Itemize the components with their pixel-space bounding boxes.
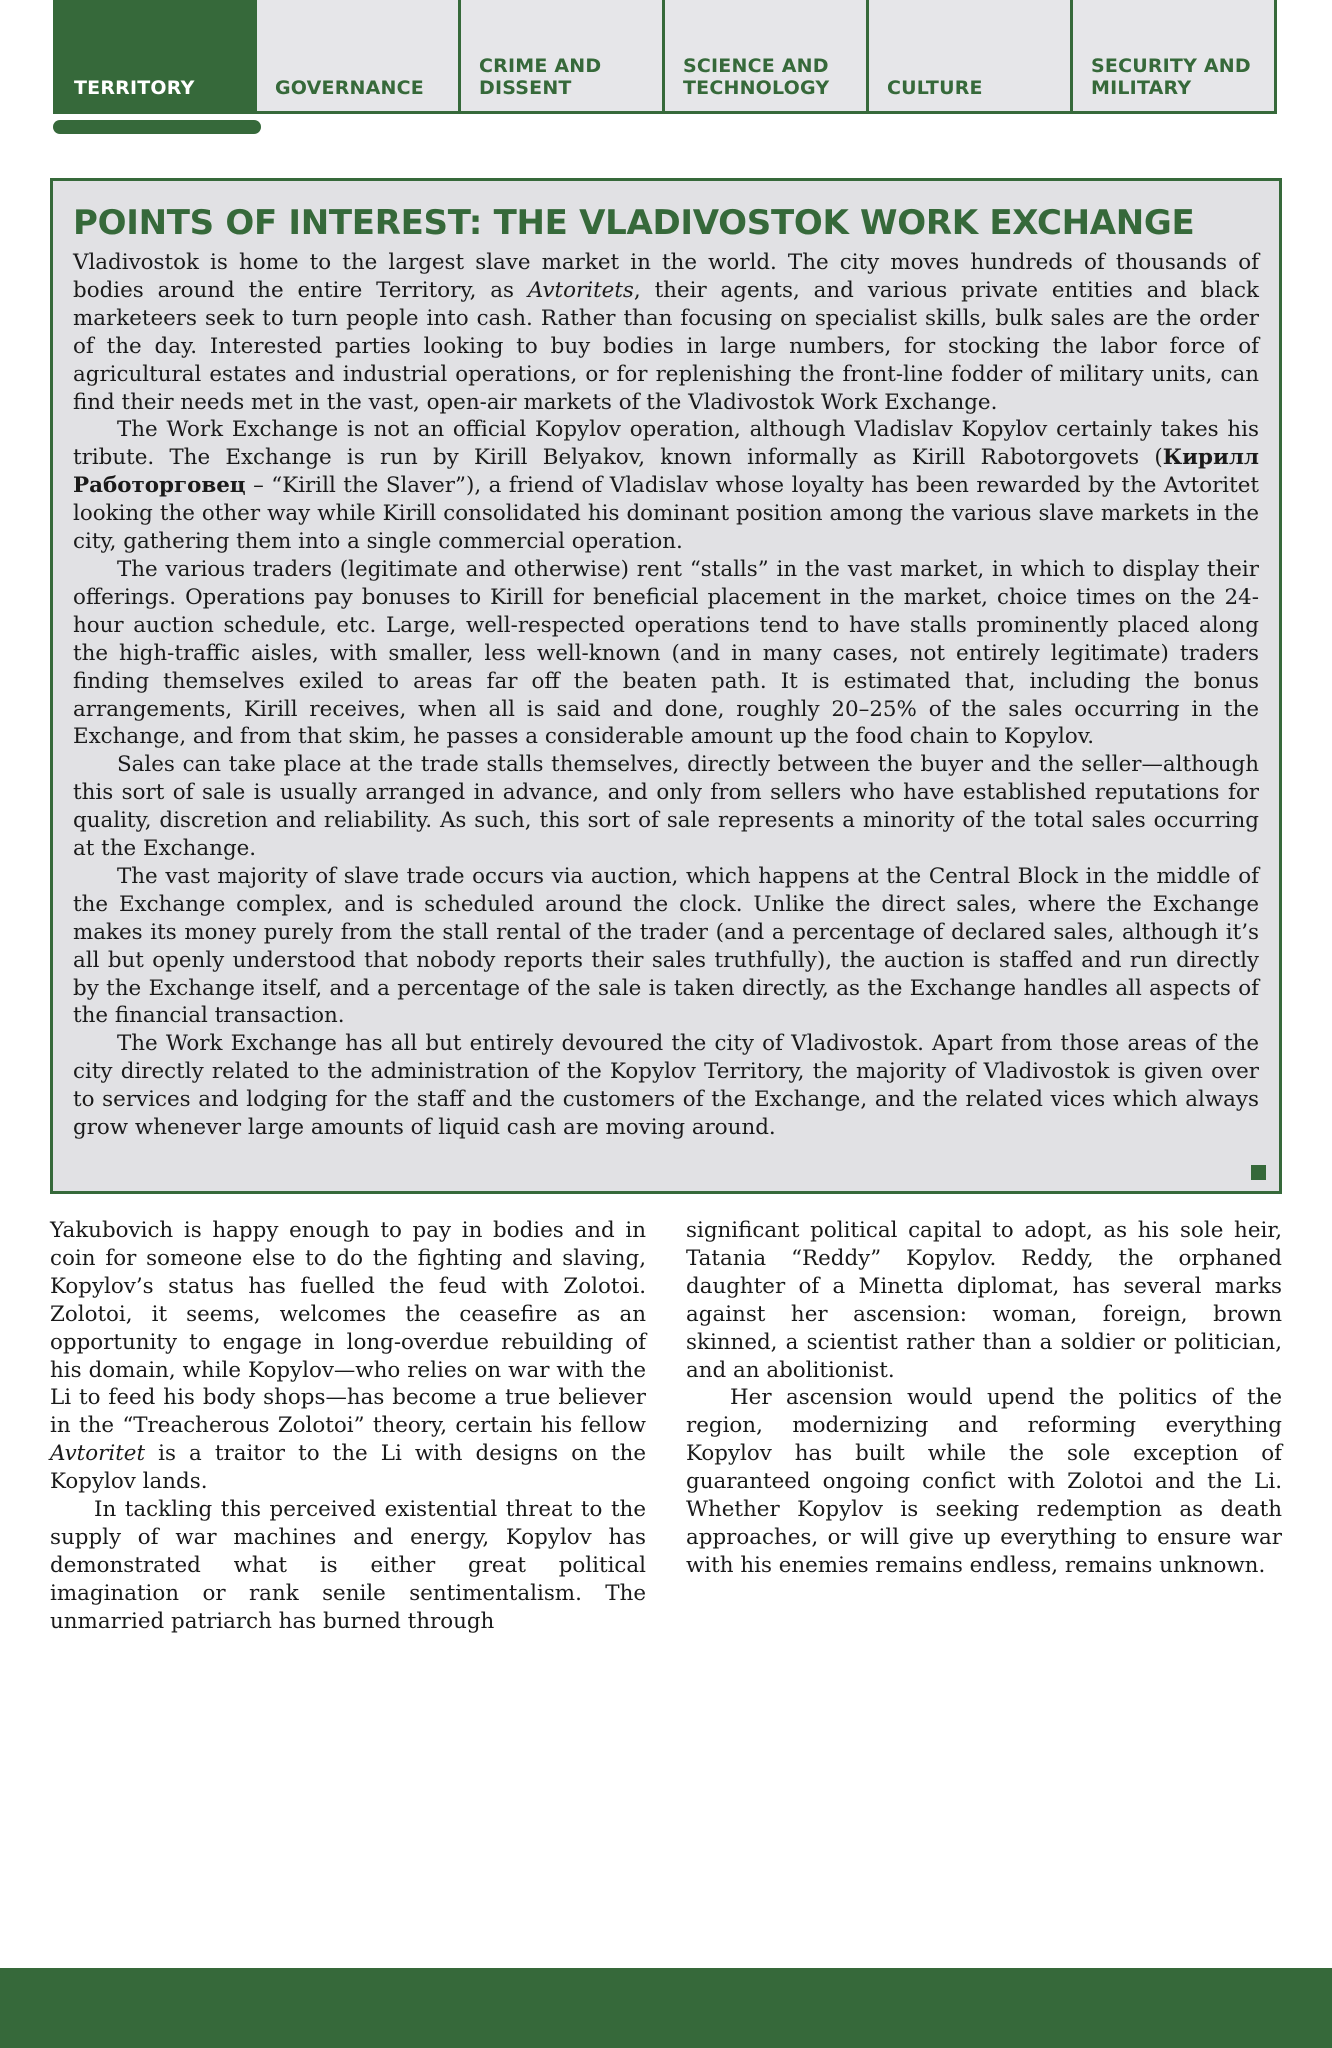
- text-run: , their agents, and various private entities and black marketeers seek to turn people into cash. Rather than focusing on specialist skills, bulk sales are the order of the day. Interested parties looking to buy bodies in large numbers, for stocking the labor force of agricultural estates and industrial operations, or for replenishing the front-line fodder of military units, can find their needs met in the vast, open-air markets of the Vladivostok Work Exchange.: [73, 277, 1259, 415]
- text-run: Yakubovich is happy enough to pay in bodies and in coin for someone else to do the fighting and slaving, Kopylov’s status has fuelled the feud with Zolotoi. Zolotoi, it seems, welcomes the ceasefire as an opportunity to engage in long-overdue rebuilding of his domain, while Kopylov—who relies on war with the Li to feed his body shops—has become a true believer in the “Treacherous Zolotoi” theory, certain his fellow: [50, 1218, 646, 1439]
- body-column-left: [50, 1217, 646, 1636]
- text-run: – “Kirill the Slaver”), a friend of Vladislav whose loyalty has been rewarded by the Avtoritet looking the other way while Kirill consolidated his dominant position among the various slave markets in the city, gathering them into a single commercial operation.: [73, 473, 1259, 555]
- sidebar-paragraph-2: [73, 416, 1259, 556]
- active-tab-indicator: [53, 120, 261, 134]
- tab-label: CRIME AND DISSENT: [479, 55, 602, 99]
- italic-term: Avtoritets: [527, 277, 634, 303]
- tab-label: CULTURE: [887, 77, 983, 99]
- text-run: The Work Exchange is not an official Kopylov operation, although Vladislav Kopylov certainly takes his tribute. The Exchange is run by Kirill Belyakov, known informally as Kirill Rabotorgovets (: [73, 417, 1259, 471]
- tab-label: GOVERNANCE: [275, 77, 424, 99]
- body-paragraph: In tackling this perceived existential threat to the supply of war machines and energy, Kopylov has demonstrated what is either great political imagination or rank senile sentimentalism. The unmarried patriarch has burned through: [50, 1497, 646, 1634]
- tab-culture[interactable]: [869, 0, 1073, 114]
- body-paragraph: [50, 1217, 646, 1496]
- text-run: Vladivostok is home to the largest slave market in the world. The city moves hundreds of thousands of bodies around the entire Territory, as: [73, 250, 1259, 303]
- sidebar-paragraph-3: The various traders (legitimate and otherwise) rent “stalls” in the vast market, in which to display their offerings. Operations pay bonuses to Kirill for beneficial placement in the market, choice times on the 24-hour auction schedule, etc. Large, well-respected operations tend to have stalls prominently placed along the high-traffic aisles, with smaller, less well-known (and in many cases, not entirely legitimate) traders finding themselves exiled to areas far off the beaten path. It is estimated that, including the bonus arrangements, Kirill receives, when all is said and done, roughly 20–25% of the sales occurring in the Exchange, and from that skim, he passes a considerable amount up the food chain to Kopylov.: [73, 556, 1259, 750]
- sidebar-paragraph-5: The vast majority of slave trade occurs via auction, which happens at the Central Block in the middle of the Exchange complex, and is scheduled around the clock. Unlike the direct sales, where the Exchange makes its money purely from the stall rental of the trader (and a percentage of declared sales, although it’s all but openly understood that nobody reports their sales truthfully), the auction is staffed and run directly by the Exchange itself, and a percentage of the sale is taken directly, as the Exchange handles all aspects of the financial transaction.: [73, 863, 1259, 1029]
- end-square-icon: [1251, 1165, 1266, 1180]
- bold-term: Кирилл Работорговец: [73, 445, 1259, 499]
- sidebar-paragraph-1: [73, 249, 1259, 416]
- points-of-interest-sidebar: [50, 178, 1282, 1194]
- section-tab-bar: [53, 0, 1277, 114]
- body-column-right: [686, 1217, 1282, 1580]
- italic-term: Avtoritet: [50, 1441, 146, 1467]
- sidebar-paragraph-4: Sales can take place at the trade stalls themselves, directly between the buyer and the seller—although this sort of sale is usually arranged in advance, and only from sellers who have established reputations for quality, discretion and reliability. As such, this sort of sale represents a minority of the total sales occurring at the Exchange.: [73, 752, 1259, 862]
- tab-science-and-technology[interactable]: [665, 0, 869, 114]
- body-paragraph: significant political capital to adopt, as his sole heir, Tatania “Reddy” Kopylov. Reddy, the orphaned daughter of a Minetta diplomat, has several marks against her ascension: woman, foreign, brown skinned, a scientist rather than a soldier or politician, and an abolitionist.: [686, 1218, 1282, 1383]
- tab-label: SECURITY AND MILITARY: [1091, 55, 1251, 99]
- sidebar-body: [73, 249, 1259, 1142]
- tab-crime-and-dissent[interactable]: [461, 0, 665, 114]
- tab-territory[interactable]: [53, 0, 257, 114]
- body-paragraph: Her ascension would upend the politics of the region, modernizing and reforming everything Kopylov has built while the sole exception of guaranteed ongoing confict with Zolotoi and the Li. Whether Kopylov is seeking redemption as death approaches, or will give up everything to ensure war with his enemies remains endless, remains unknown.: [686, 1385, 1282, 1578]
- footer-bar: [0, 1968, 1332, 2048]
- tab-label: TERRITORY: [74, 77, 195, 99]
- text-run: is a traitor to the Li with designs on the Kopylov lands.: [50, 1441, 646, 1495]
- tab-governance[interactable]: [257, 0, 461, 114]
- sidebar-title: POINTS OF INTEREST: THE VLADIVOSTOK WORK EXCHANGE: [73, 203, 1195, 243]
- sidebar-paragraph-6: The Work Exchange has all but entirely devoured the city of Vladivostok. Apart from those areas of the city directly related to the administration of the Kopylov Territory, the majority of Vladivostok is given over to services and lodging for the staff and the customers of the Exchange, and the related vices which always grow whenever large amounts of liquid cash are moving around.: [73, 1031, 1259, 1141]
- tab-security-and-military[interactable]: [1073, 0, 1277, 114]
- tab-label: SCIENCE AND TECHNOLOGY: [683, 55, 830, 99]
